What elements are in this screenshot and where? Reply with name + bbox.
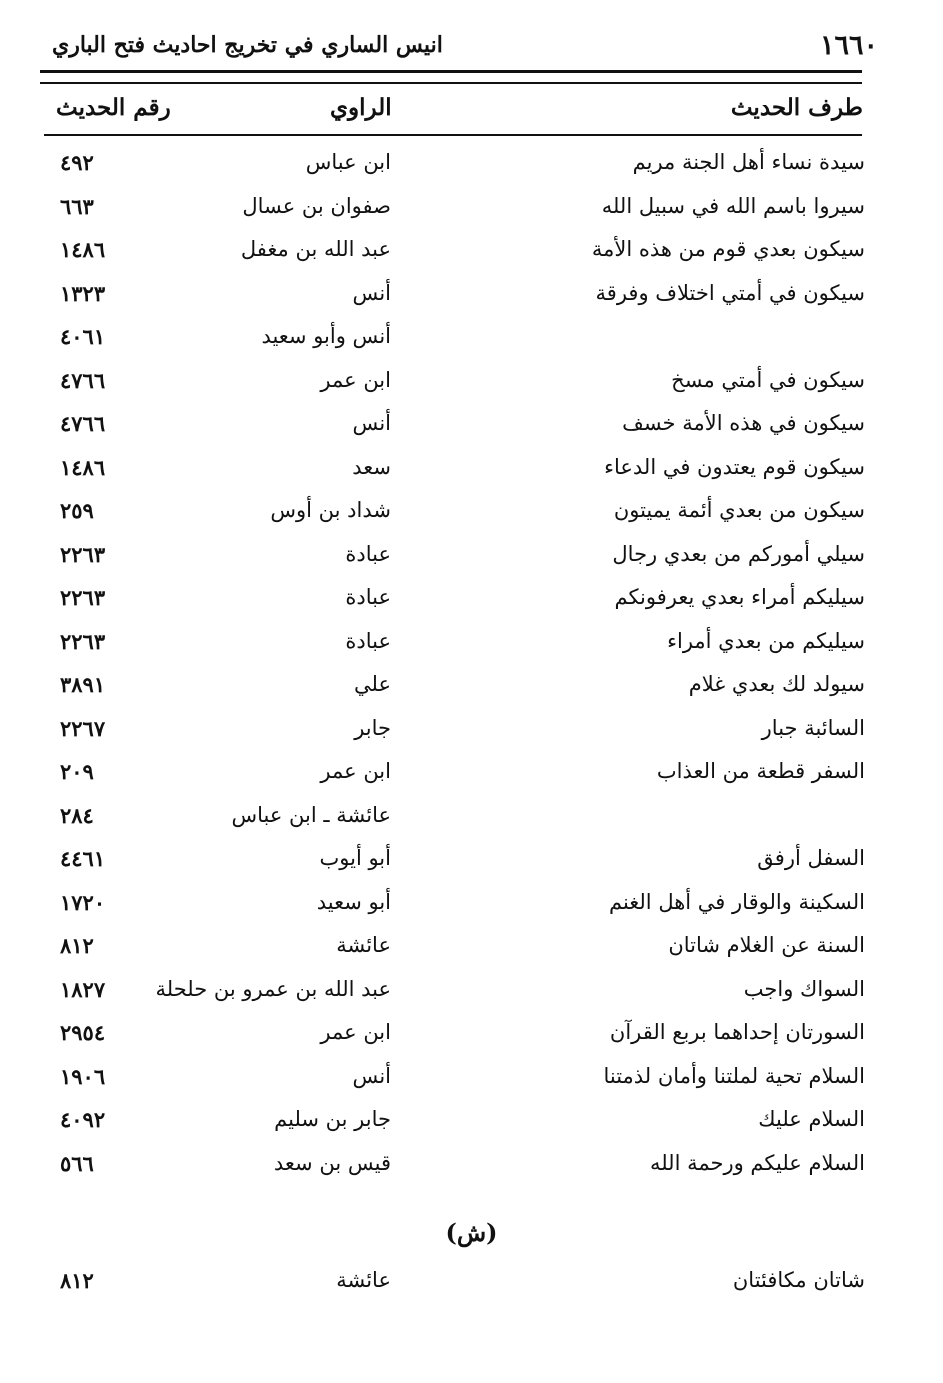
hadith-opening-cell: السنة عن الغلام شاتان xyxy=(668,933,865,957)
page-number: ١٦٦٠ xyxy=(819,30,878,61)
hadith-number-cell: ٢٢٦٧ xyxy=(60,715,106,741)
header-rule-thin xyxy=(40,82,862,84)
book-title: انيس الساري في تخريج احاديث فتح الباري xyxy=(52,32,443,58)
table-row xyxy=(0,927,943,967)
hadith-opening-cell: السفر قطعة من العذاب xyxy=(656,759,865,783)
table-row xyxy=(0,275,943,315)
narrator-cell: قيس بن سعد xyxy=(273,1150,391,1175)
hadith-number-cell: ١٣٢٣ xyxy=(60,280,106,306)
hadith-number-cell: ١٧٢٠ xyxy=(60,889,106,915)
hadith-number-cell: ٤٧٦٦ xyxy=(60,411,106,436)
hadith-opening-cell: سيليكم أمراء بعدي يعرفونكم xyxy=(614,585,865,609)
narrator-cell: عائشة ـ ابن عباس xyxy=(231,802,391,827)
narrator-cell: ابن عمر xyxy=(320,1020,391,1044)
hadith-number-cell: ٢٢٦٣ xyxy=(60,541,106,567)
hadith-number-cell: ٨١٢ xyxy=(60,933,94,958)
narrator-cell: عائشة xyxy=(336,1268,391,1292)
narrator-cell: ابن عمر xyxy=(320,759,391,783)
narrator-cell: عبادة xyxy=(345,585,391,609)
hadith-number-cell: ٥٦٦ xyxy=(60,1150,94,1176)
hadith-opening-cell: سيكون من بعدي أئمة يميتون xyxy=(613,498,865,522)
table-row xyxy=(0,579,943,619)
narrator-cell: عبد الله بن مغفل xyxy=(240,237,391,261)
hadith-number-cell: ٢٨٤ xyxy=(60,802,94,828)
table-row xyxy=(0,753,943,793)
table-row xyxy=(0,1262,943,1302)
hadith-opening-cell: سيلي أموركم من بعدي رجال xyxy=(612,541,865,566)
table-row xyxy=(0,840,943,880)
hadith-number-cell: ١٩٠٦ xyxy=(60,1063,106,1089)
columns-rule xyxy=(44,134,862,136)
hadith-opening-cell: سيكون قوم يعتدون في الدعاء xyxy=(604,454,865,479)
hadith-number-cell: ١٤٨٦ xyxy=(60,237,106,262)
narrator-cell: أبو سعيد xyxy=(316,889,391,914)
hadith-opening-cell: سيكون بعدي قوم من هذه الأمة xyxy=(591,237,865,261)
header-hadith-opening: طرف الحديث xyxy=(730,94,863,121)
narrator-cell: جابر بن سليم xyxy=(274,1107,391,1131)
header-hadith-number: رقم الحديث xyxy=(56,94,171,121)
table-row xyxy=(0,449,943,489)
narrator-cell: أنس xyxy=(352,411,391,435)
hadith-number-cell: ٣٨٩١ xyxy=(60,672,106,697)
table-row xyxy=(0,144,943,184)
header-rule-thick xyxy=(40,70,862,73)
narrator-cell: سعد xyxy=(352,454,391,479)
hadith-number-cell: ٤٩٢ xyxy=(60,150,94,175)
section-letter: (ش) xyxy=(445,1218,498,1247)
narrator-cell: عبد الله بن عمرو بن حلحلة xyxy=(155,976,391,1001)
hadith-number-cell: ٤٧٦٦ xyxy=(60,367,106,393)
narrator-cell: أبو أيوب xyxy=(319,846,391,870)
hadith-number-cell: ٢٥٩ xyxy=(60,498,94,523)
narrator-cell: أنس xyxy=(352,280,391,305)
table-row xyxy=(0,362,943,402)
hadith-number-cell: ٢٩٥٤ xyxy=(60,1020,106,1045)
table-row xyxy=(0,1014,943,1054)
narrator-cell: أنس xyxy=(352,1063,391,1088)
hadith-opening-cell: السورتان إحداهما بربع القرآن xyxy=(609,1020,865,1044)
hadith-number-cell: ١٨٢٧ xyxy=(60,976,106,1002)
hadith-opening-cell: السائبة جبار xyxy=(761,715,865,740)
narrator-cell: علي xyxy=(354,672,391,696)
hadith-opening-cell: سيروا باسم الله في سبيل الله xyxy=(601,193,865,218)
table-row xyxy=(0,405,943,445)
hadith-opening-cell: السلام عليكم ورحمة الله xyxy=(649,1150,865,1175)
hadith-opening-cell: سيدة نساء أهل الجنة مريم xyxy=(632,150,865,174)
hadith-opening-cell: شاتان مكافئتان xyxy=(732,1268,865,1292)
hadith-opening-cell: سيكون في أمتي مسخ xyxy=(671,367,865,392)
narrator-cell: صفوان بن عسال xyxy=(242,193,391,218)
hadith-opening-cell: السلام عليك xyxy=(758,1107,865,1131)
hadith-number-cell: ٤٠٦١ xyxy=(60,324,106,349)
hadith-opening-cell: سيكون في أمتي اختلاف وفرقة xyxy=(595,280,865,305)
hadith-opening-cell: السلام تحية لملتنا وأمان لذمتنا xyxy=(603,1063,865,1088)
table-row xyxy=(0,710,943,750)
narrator-cell: شداد بن أوس xyxy=(270,498,391,522)
hadith-number-cell: ٢٢٦٣ xyxy=(60,628,106,654)
hadith-opening-cell: سيليكم من بعدي أمراء xyxy=(667,628,865,653)
table-row xyxy=(0,536,943,576)
table-row xyxy=(0,1145,943,1185)
hadith-number-cell: ٤٤٦١ xyxy=(60,846,106,871)
column-headers xyxy=(0,88,943,128)
hadith-number-cell: ٢٢٦٣ xyxy=(60,585,106,610)
running-head xyxy=(52,28,878,68)
table-row xyxy=(0,231,943,271)
table-row xyxy=(0,492,943,532)
hadith-opening-cell: سيكون في هذه الأمة خسف xyxy=(622,411,865,435)
table-row xyxy=(0,884,943,924)
table-row xyxy=(0,971,943,1011)
table-row xyxy=(0,797,943,837)
narrator-cell: ابن عمر xyxy=(320,367,391,392)
table-row xyxy=(0,1058,943,1098)
hadith-opening-cell: السواك واجب xyxy=(743,976,865,1001)
narrator-cell: عائشة xyxy=(336,933,391,957)
table-row xyxy=(0,188,943,228)
hadith-number-cell: ٦٦٣ xyxy=(60,193,94,219)
narrator-cell: جابر xyxy=(354,715,391,740)
hadith-opening-cell: السفل أرفق xyxy=(757,846,865,870)
table-row xyxy=(0,623,943,663)
hadith-number-cell: ٤٠٩٢ xyxy=(60,1107,106,1132)
hadith-number-cell: ١٤٨٦ xyxy=(60,454,106,480)
narrator-cell: عبادة xyxy=(345,628,391,653)
hadith-number-cell: ٢٠٩ xyxy=(60,759,94,784)
narrator-cell: ابن عباس xyxy=(305,150,391,174)
hadith-opening-cell: سيولد لك بعدي غلام xyxy=(688,672,865,696)
table-row xyxy=(0,1101,943,1141)
table-row xyxy=(0,666,943,706)
narrator-cell: عبادة xyxy=(345,541,391,566)
narrator-cell: أنس وأبو سعيد xyxy=(261,324,391,348)
table-row xyxy=(0,318,943,358)
header-narrator: الراوي xyxy=(330,94,392,121)
hadith-opening-cell: السكينة والوقار في أهل الغنم xyxy=(608,889,865,914)
hadith-number-cell: ٨١٢ xyxy=(60,1268,94,1293)
